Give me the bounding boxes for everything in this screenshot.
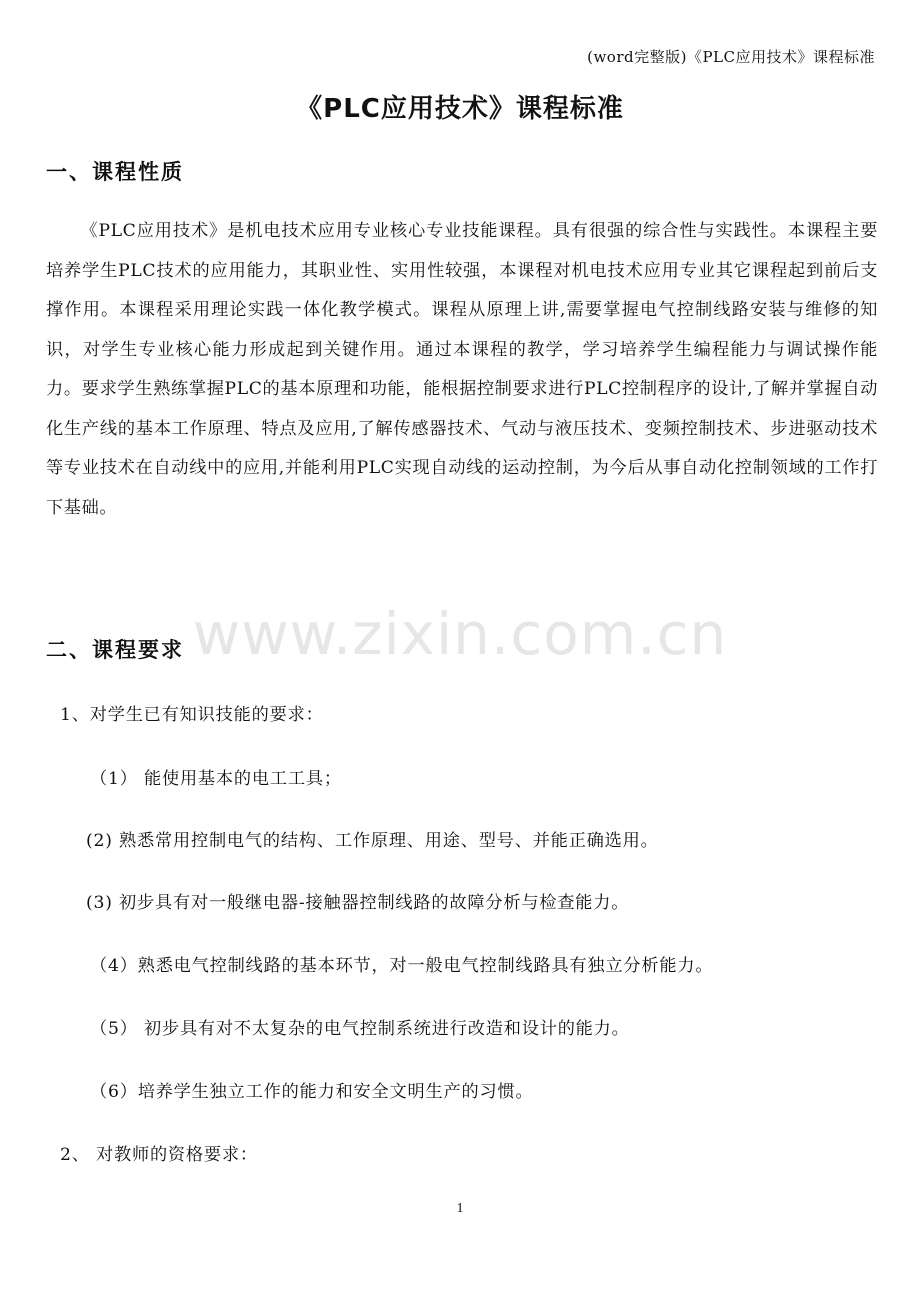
- requirement-subitem: （1） 能使用基本的电工工具；: [90, 769, 342, 789]
- requirement-subitem: （4）熟悉电气控制线路的基本环节，对一般电气控制线路具有独立分析能力。: [90, 956, 714, 976]
- running-header: (word完整版)《PLC应用技术》课程标准: [587, 48, 875, 66]
- requirement-subitem: (2) 熟悉常用控制电气的结构、工作原理、用途、型号、并能正确选用。: [86, 831, 659, 851]
- section-heading-course-nature: 一、课程性质: [46, 160, 184, 184]
- document-title: 《PLC应用技术》课程标准: [296, 94, 624, 124]
- requirement-item-2: 2、 对教师的资格要求：: [60, 1145, 258, 1165]
- section-heading-course-requirements: 二、课程要求: [46, 638, 184, 662]
- page-number: 1: [456, 1201, 464, 1216]
- requirement-item-1: 1、对学生已有知识技能的要求：: [60, 705, 324, 725]
- watermark: www.zixin.com.cn: [192, 600, 728, 668]
- requirement-subitem: （6）培养学生独立工作的能力和安全文明生产的习惯。: [90, 1082, 534, 1102]
- course-nature-paragraph: 《PLC应用技术》是机电技术应用专业核心专业技能课程。具有很强的综合性与实践性。本课程主要培养学生PLC技术的应用能力，其职业性、实用性较强，本课程对机电技术应用专业其它课程起到前后支撑作用。本课程采用理论实践一体化教学模式。课程从原理上讲,需要掌握电气控制线路安装与维修的知识，对学生专业核心能力形成起到关键作用。通过本课程的教学，学习培养学生编程能力与调试操作能力。要求学生熟练掌握PLC的基本原理和功能，能根据控制要求进行PLC控制程序的设计,了解并掌握自动化生产线的基本工作原理、特点及应用,了解传感器技术、气动与液压技术、变频控制技术、步进驱动技术等专业技术在自动线中的应用,并能利用PLC实现自动线的运动控制，为今后从事自动化控制领域的工作打下基础。: [46, 221, 878, 518]
- requirement-subitem: （5） 初步具有对不太复杂的电气控制系统进行改造和设计的能力。: [90, 1019, 630, 1039]
- requirement-subitem: (3) 初步具有对一般继电器-接触器控制线路的故障分析与检查能力。: [86, 893, 630, 913]
